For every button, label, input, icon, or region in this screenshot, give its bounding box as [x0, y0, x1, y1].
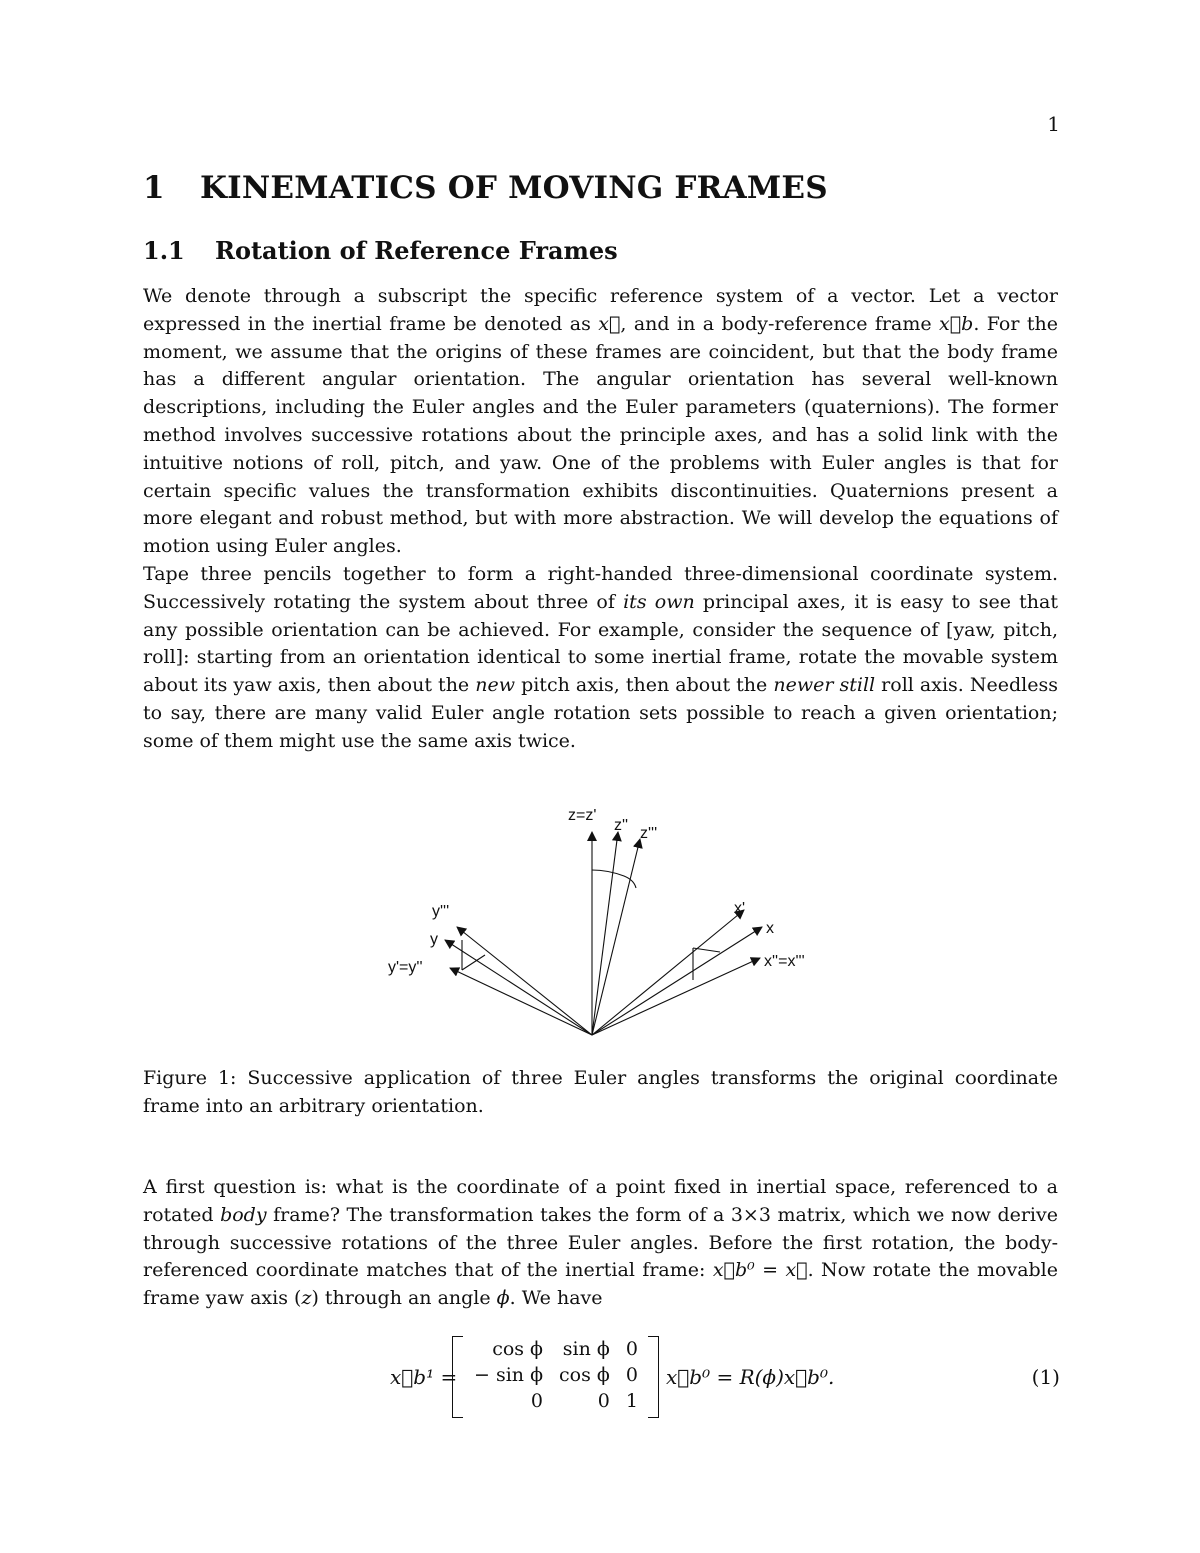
figure-caption: Figure 1: Successive application of three Euler angles transforms the original coordinate frame into an arbitrary orientation. [143, 1067, 1058, 1117]
section-title-text: KINEMATICS OF MOVING FRAMES [200, 170, 828, 206]
page-number: 1 [1047, 112, 1060, 136]
text-run: , and in a body-reference frame [620, 312, 940, 335]
text-run: We denote through a subscript the specific reference system of a vector. Let a vector expressed in the inertial frame be denoted as [143, 285, 1058, 335]
matrix-cell: 0 [625, 1364, 638, 1386]
emphasis: its own [623, 590, 695, 613]
angle-line-x-2 [693, 948, 720, 952]
angle-line-y-2 [462, 955, 485, 970]
text-run: . We have [509, 1287, 603, 1310]
math-inline: x⃗b⁰ = x⃗ [712, 1259, 808, 1282]
axis-z-ppp [592, 839, 640, 1035]
equation-number: (1) [1031, 1365, 1060, 1389]
subsection-number: 1.1 [143, 236, 185, 265]
emphasis: new [475, 674, 515, 697]
matrix-row [466, 1362, 646, 1388]
emphasis: body [220, 1203, 267, 1226]
matrix-cell: 1 [625, 1390, 638, 1412]
emphasis: newer still [773, 674, 876, 697]
axis-z-pp [592, 832, 618, 1035]
axis-x-pp [592, 958, 760, 1035]
label-x-p: x' [734, 900, 746, 917]
text-run: ) through an angle [311, 1287, 497, 1310]
math-inline: z [301, 1287, 312, 1310]
matrix-bracket-right [648, 1336, 659, 1418]
subsection-title [143, 236, 618, 265]
label-z: z=z' [568, 807, 597, 824]
label-x: x [766, 920, 774, 937]
label-z-ppp: z''' [640, 825, 658, 842]
rotation-matrix [466, 1336, 646, 1414]
text-run: principal axes, it is easy to see that any possible orientation can be achieved. For example, consider the sequence of [yaw, pitch, roll]: starting from an orientation identical to some inertial frame, rotate the movable system about its yaw axis, then about the [143, 590, 1058, 697]
math-x-inertial: x⃗ [598, 312, 621, 335]
matrix-cell: cos ϕ [492, 1338, 544, 1360]
math-x-body: x⃗b [939, 312, 974, 335]
angle-arc-z [592, 870, 636, 888]
axis-y [445, 940, 592, 1035]
axis-x-p [592, 910, 744, 1035]
section-number: 1 [143, 170, 165, 206]
section-title [143, 170, 828, 206]
body-text-transform [143, 1174, 1058, 1313]
matrix-cell: cos ϕ [559, 1364, 610, 1386]
equation-1 [390, 1332, 1060, 1420]
text-run: A first question is: what is the coordinate of a point fixed in inertial space, referenced to a rotated [143, 1176, 1058, 1226]
matrix-cell: 0 [625, 1338, 638, 1360]
axis-x [592, 927, 762, 1035]
text-run: frame? The transformation takes the form of a 3×3 matrix, which we now derive through successive rotations of the three Euler angles. Before the first rotation, the body-referenced coordinate matches that of the inertial frame: [143, 1203, 1058, 1282]
label-y-ppp: y''' [432, 903, 450, 920]
matrix-bracket-left [452, 1336, 463, 1418]
paragraph-first-question [143, 1174, 1058, 1313]
text-run: . For the moment, we assume that the origins of these frames are coincident, but that the body frame has a different angular orientation. The angular orientation has several well-known descriptions, including the Euler angles and the Euler parameters (quaternions). The former method involves successive rotations about the principle axes, and has a solid link with the intuitive notions of roll, pitch, and yaw. One of the problems with Euler angles is that for certain specific values the transformation exhibits discontinuities. Quaternions present a more elegant and robust method, but with more abstraction. We will develop the equations of motion using Euler angles. [143, 312, 1058, 558]
label-y: y [430, 931, 438, 948]
matrix-row [466, 1336, 646, 1362]
label-x-pp: x''=x''' [764, 953, 805, 970]
text-run: . Now rotate the movable frame yaw axis ( [143, 1259, 1059, 1310]
euler-angles-figure [370, 800, 840, 1045]
subsection-title-text: Rotation of Reference Frames [215, 236, 618, 265]
paragraph-pencils [143, 561, 1058, 756]
matrix-cell: sin ϕ [562, 1338, 610, 1360]
body-text-intro [143, 283, 1058, 756]
matrix-row [466, 1388, 646, 1414]
matrix-cell: − sin ϕ [474, 1364, 544, 1386]
equation-lhs: x⃗b¹ = [390, 1365, 458, 1389]
equation-rhs: x⃗b⁰ = R(ϕ)x⃗b⁰. [666, 1365, 835, 1389]
math-inline: ϕ [496, 1287, 510, 1310]
text-run: roll axis. Needless to say, there are many valid Euler angle rotation sets possible to reach a given orientation; some of them might use the same axis twice. [143, 674, 1058, 752]
text-run: Tape three pencils together to form a right-handed three-dimensional coordinate system. Successively rotating the system about three of [143, 562, 1058, 613]
label-y-p: y'=y'' [388, 959, 423, 976]
label-z-pp: z'' [614, 817, 629, 834]
matrix-cell: 0 [597, 1390, 610, 1412]
paragraph-euler-intro [143, 283, 1058, 561]
matrix-cell: 0 [530, 1390, 544, 1412]
text-run: pitch axis, then about the [515, 674, 774, 697]
